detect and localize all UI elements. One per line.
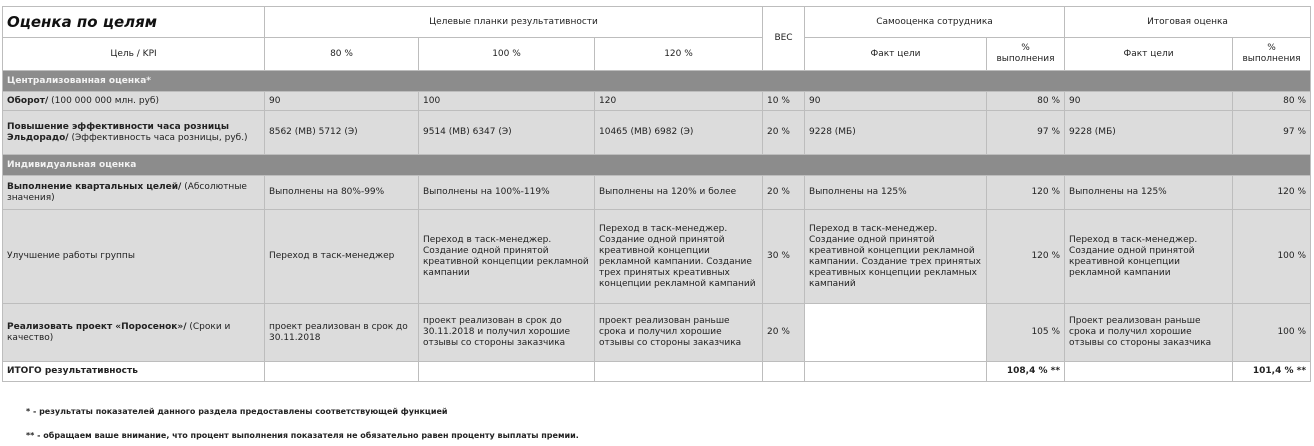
target-80-cell: Выполнены на 80%-99%: [265, 176, 419, 210]
empty-cell: [595, 362, 763, 382]
final-fact-cell: Выполнены на 125%: [1065, 176, 1233, 210]
target-100-cell: 100: [419, 92, 595, 111]
self-pct-cell: 105 %: [987, 304, 1065, 362]
final-fact-header: Факт цели: [1065, 38, 1233, 71]
self-pct-cell: 120 %: [987, 176, 1065, 210]
table-row: [3, 304, 1311, 362]
goal-name: Реализовать проект «Поросенок»/: [7, 321, 187, 332]
final-fact-cell: Переход в таск-менеджер. Создание одной принятой креативной концепции рекламной кампании: [1065, 210, 1233, 304]
weight-header: ВЕС: [763, 7, 805, 71]
self-assessment-header: Самооценка сотрудника: [805, 7, 1065, 38]
self-pct-cell: 120 %: [987, 210, 1065, 304]
weight-cell: 20 %: [763, 304, 805, 362]
target-120-header: 120 %: [595, 38, 763, 71]
final-pct-cell: 80 %: [1233, 92, 1311, 111]
empty-cell: [265, 362, 419, 382]
final-assessment-header: Итоговая оценка: [1065, 7, 1311, 38]
section-central-label: Централизованная оценка*: [3, 71, 1311, 92]
goal-name: Оборот/: [7, 95, 49, 106]
goal-desc: Улучшение работы группы: [7, 251, 135, 261]
goal-cell: [3, 111, 265, 155]
empty-cell: [763, 362, 805, 382]
goal-desc: (Сроки и качество): [7, 321, 231, 343]
self-pct-cell: 80 %: [987, 92, 1065, 111]
target-80-header: 80 %: [265, 38, 419, 71]
target-80-cell: 90: [265, 92, 419, 111]
final-fact-cell: Проект реализован раньше срока и получил хорошие отзывы со стороны заказчика: [1065, 304, 1233, 362]
target-120-cell: проект реализован раньше срока и получил хорошие отзывы со стороны заказчика: [595, 304, 763, 362]
weight-cell: 10 %: [763, 92, 805, 111]
final-pct-cell: 100 %: [1233, 304, 1311, 362]
weight-cell: 20 %: [763, 111, 805, 155]
page-title: Оценка по целям: [3, 7, 265, 38]
goal-desc: (Эффективность часа розницы, руб.): [68, 132, 248, 143]
self-fact-cell: Переход в таск-менеджер. Создание одной принятой креативной концепции рекламной кампании. Создание трех принятых креативных концепции рекламных кампаний: [805, 210, 987, 304]
final-pct-cell: 100 %: [1233, 210, 1311, 304]
self-fact-header: Факт цели: [805, 38, 987, 71]
section-central: [3, 71, 1311, 92]
goal-desc: (Абсолютные значения): [7, 181, 247, 203]
target-120-cell: Переход в таск-менеджер. Создание одной принятой креативной концепции рекламной кампании. Создание трех принятых креативных концепции рекламной кампаний: [595, 210, 763, 304]
goal-name: Выполнение квартальных целей/: [7, 181, 182, 192]
total-label: ИТОГО результативность: [3, 362, 265, 382]
weight-cell: 20 %: [763, 176, 805, 210]
self-fact-cell: 9228 (МБ): [805, 111, 987, 155]
goal-cell: [3, 176, 265, 210]
target-80-cell: проект реализован в срок до 30.11.2018: [265, 304, 419, 362]
final-pct-cell: 97 %: [1233, 111, 1311, 155]
header-row-2: [3, 38, 1311, 71]
target-100-cell: Переход в таск-менеджер. Создание одной принятой креативной концепции рекламной кампании: [419, 210, 595, 304]
final-pct-cell: 120 %: [1233, 176, 1311, 210]
table-row: [3, 111, 1311, 155]
total-self-pct: 108,4 % **: [987, 362, 1065, 382]
empty-cell: [419, 362, 595, 382]
target-120-cell: Выполнены на 120% и более: [595, 176, 763, 210]
final-fact-cell: 90: [1065, 92, 1233, 111]
table-row: [3, 210, 1311, 304]
header-row-1: [3, 7, 1311, 38]
self-fact-cell: [805, 304, 987, 362]
footnote-2: ** - обращаем ваше внимание, что процент выполнения показателя не обязательно равен проценту выплаты премии.: [26, 431, 579, 440]
goal-desc: (100 000 000 млн. руб): [48, 95, 159, 106]
goal-kpi-header: Цель / KPI: [3, 38, 265, 71]
target-100-cell: проект реализован в срок до 30.11.2018 и получил хорошие отзывы со стороны заказчика: [419, 304, 595, 362]
empty-cell: [1065, 362, 1233, 382]
target-80-cell: Переход в таск-менеджер: [265, 210, 419, 304]
total-row: [3, 362, 1311, 382]
table-row: [3, 92, 1311, 111]
target-100-cell: Выполнены на 100%-119%: [419, 176, 595, 210]
self-fact-cell: Выполнены на 125%: [805, 176, 987, 210]
self-pct-header: % выполнения: [987, 38, 1065, 71]
goal-name: Повышение эффективности часа розницы Эльдорадо/: [7, 121, 229, 143]
weight-cell: 30 %: [763, 210, 805, 304]
target-100-cell: 9514 (МВ) 6347 (Э): [419, 111, 595, 155]
evaluation-table: [2, 6, 1311, 382]
goal-cell: [3, 92, 265, 111]
self-fact-cell: 90: [805, 92, 987, 111]
self-pct-cell: 97 %: [987, 111, 1065, 155]
section-individual: [3, 155, 1311, 176]
section-individual-label: Индивидуальная оценка: [3, 155, 1311, 176]
target-100-header: 100 %: [419, 38, 595, 71]
empty-cell: [805, 362, 987, 382]
targets-group-header: Целевые планки результативности: [265, 7, 763, 38]
target-80-cell: 8562 (МВ) 5712 (Э): [265, 111, 419, 155]
goal-cell: [3, 210, 265, 304]
final-pct-header: % выполнения: [1233, 38, 1311, 71]
target-120-cell: 10465 (МВ) 6982 (Э): [595, 111, 763, 155]
table-row: [3, 176, 1311, 210]
goal-cell: [3, 304, 265, 362]
target-120-cell: 120: [595, 92, 763, 111]
final-fact-cell: 9228 (МБ): [1065, 111, 1233, 155]
footnote-1: * - результаты показателей данного раздела предоставлены соответствующей функцией: [26, 407, 448, 416]
total-final-pct: 101,4 % **: [1233, 362, 1311, 382]
